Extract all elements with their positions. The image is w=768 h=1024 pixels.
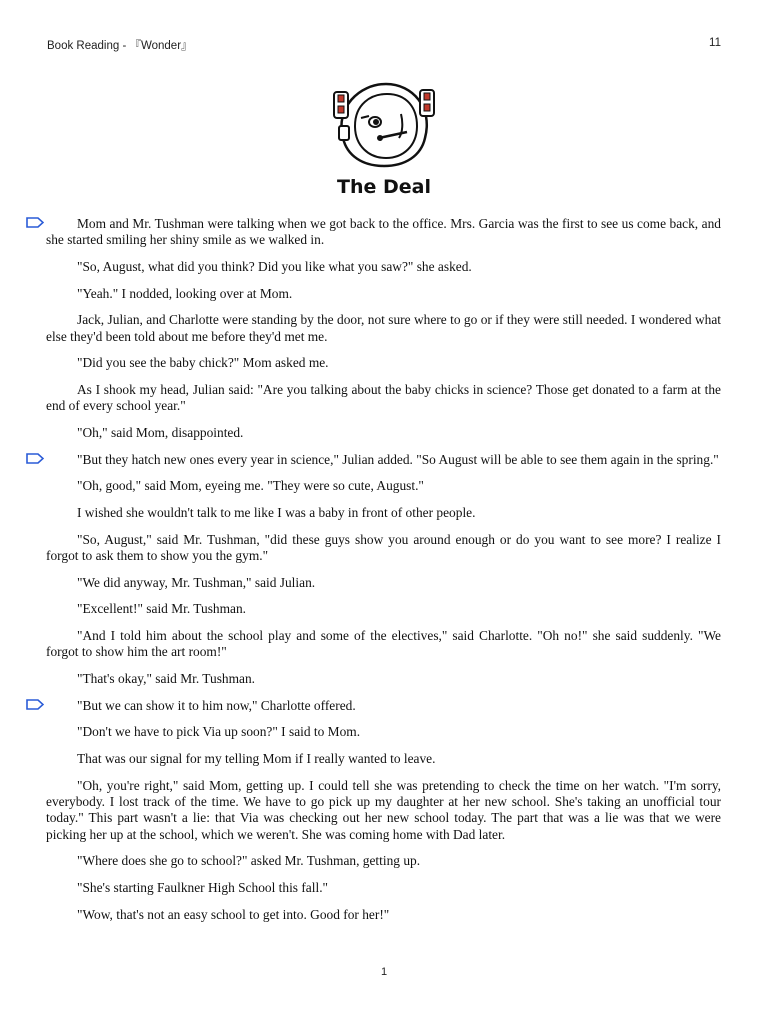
paragraph bbox=[46, 505, 721, 521]
paragraph-text: "Excellent!" said Mr. Tushman. bbox=[77, 601, 247, 617]
paragraph-text: "Did you see the baby chick?" Mom asked me. bbox=[77, 355, 329, 371]
paragraph-text: "Oh, you're right," said Mom, getting up. I could tell she was pretending to check the time on her watch. "I'm sorry, everybody. I lost track of the time. We have to go pick up my daughter at her new school. She's taking an unofficial tour today." This part wasn't a lie: that Via was checking out her new school today. The part that was a lie was that we were picking her up at the school, which we weren't. She was coming home with Dad later. bbox=[46, 777, 721, 842]
paragraph-text: "She's starting Faulkner High School this fall." bbox=[77, 880, 329, 896]
book-title-label: Book Reading - 『Wonder』 bbox=[47, 40, 193, 52]
paragraph bbox=[46, 478, 721, 494]
paragraph bbox=[46, 382, 721, 415]
chapter-body bbox=[46, 216, 721, 934]
paragraph-text: Mom and Mr. Tushman were talking when we got back to the office. Mrs. Garcia was the first to see us come back, and she started smiling her shiny smile as we walked in. bbox=[46, 216, 721, 248]
paragraph-text: "But they hatch new ones every year in science," Julian added. "So August will be able to see them again in the spring." bbox=[77, 451, 719, 467]
paragraph-text: Jack, Julian, and Charlotte were standing by the door, not sure where to go or if they were still needed. I wondered what else they'd been told about me before they'd met me. bbox=[46, 312, 721, 344]
paragraph bbox=[46, 286, 721, 302]
paragraph bbox=[46, 452, 721, 468]
paragraph-text: "But we can show it to him now," Charlotte offered. bbox=[77, 697, 356, 713]
paragraph bbox=[46, 532, 721, 565]
bookmark-tag-icon[interactable] bbox=[26, 453, 44, 464]
paragraph-text: That was our signal for my telling Mom if I really wanted to leave. bbox=[77, 751, 436, 767]
paragraph-text: "And I told him about the school play and some of the electives," said Charlotte. "Oh no!" she said suddenly. "We forgot to show him the art room!" bbox=[46, 628, 721, 660]
paragraph bbox=[46, 601, 721, 617]
paragraph bbox=[46, 724, 721, 740]
paragraph bbox=[46, 628, 721, 661]
paragraph bbox=[46, 698, 721, 714]
paragraph-text: "Where does she go to school?" asked Mr. Tushman, getting up. bbox=[77, 853, 421, 869]
paragraph bbox=[46, 853, 721, 869]
paragraph bbox=[46, 312, 721, 345]
paragraph bbox=[46, 355, 721, 371]
paragraph-text: "Yeah." I nodded, looking over at Mom. bbox=[77, 285, 293, 301]
paragraph-text: "We did anyway, Mr. Tushman," said Julian. bbox=[77, 574, 316, 590]
paragraph-text: "So, August," said Mr. Tushman, "did these guys show you around enough or do you want to see more? I realize I forgot to ask them to show you the gym." bbox=[46, 531, 721, 564]
paragraph bbox=[46, 778, 721, 843]
bookmark-tag-icon[interactable] bbox=[26, 699, 44, 710]
paragraph bbox=[46, 671, 721, 687]
paragraph bbox=[46, 575, 721, 591]
paragraph bbox=[46, 259, 721, 275]
paragraph bbox=[46, 751, 721, 767]
chapter-title: The Deal bbox=[337, 176, 431, 198]
bookmark-tag-icon[interactable] bbox=[26, 217, 44, 228]
paragraph bbox=[46, 216, 721, 249]
paragraph-text: "Oh, good," said Mom, eyeing me. "They were so cute, August." bbox=[77, 478, 424, 494]
paragraph bbox=[46, 907, 721, 923]
page-number: 1 bbox=[380, 966, 388, 978]
paragraph bbox=[46, 880, 721, 896]
paragraph-text: "Wow, that's not an easy school to get into. Good for her!" bbox=[77, 906, 390, 922]
paragraph-text: I wished she wouldn't talk to me like I was a baby in front of other people. bbox=[77, 505, 476, 521]
paragraph-text: "Oh," said Mom, disappointed. bbox=[77, 425, 244, 441]
astronaut-helmet-icon bbox=[331, 78, 437, 170]
paragraph bbox=[46, 425, 721, 441]
paragraph-text: "Don't we have to pick Via up soon?" I said to Mom. bbox=[77, 724, 361, 740]
paragraph-text: "So, August, what did you think? Did you like what you saw?" she asked. bbox=[77, 258, 472, 274]
paragraph-text: "That's okay," said Mr. Tushman. bbox=[77, 671, 256, 687]
page-reference: 11 bbox=[709, 37, 721, 49]
page-header bbox=[47, 37, 721, 55]
paragraph-text: As I shook my head, Julian said: "Are you talking about the baby chicks in science? Those get donated to a farm at the end of every school year." bbox=[46, 382, 721, 414]
